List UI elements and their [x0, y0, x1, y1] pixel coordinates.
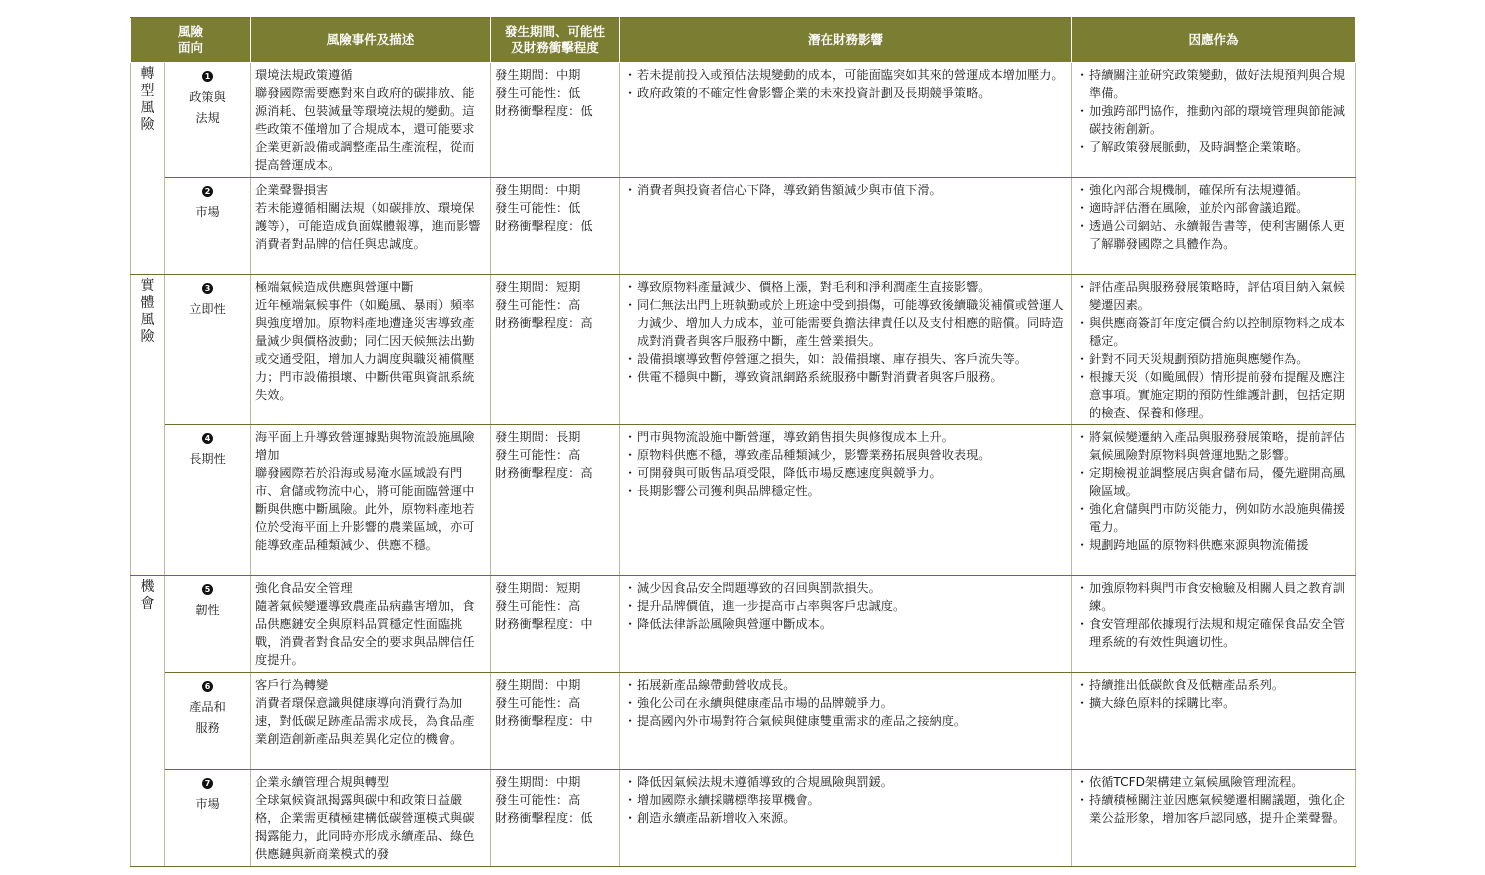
risk-desc-text: 聯發國際需要應對來自政府的碳排放、能源消耗、包裝減量等環境法規的變動。這些政策不僅增加了合規成本，還可能要求企業更新設備或調整產品生產流程，從而提高營運成本。: [255, 86, 475, 172]
impact-cell: [620, 275, 1072, 425]
header-period: 發生期間、可能性 及財務衝擊程度: [491, 18, 620, 63]
response-cell: [1072, 178, 1356, 275]
sub-category: [165, 63, 251, 178]
number-badge: 3: [202, 283, 213, 294]
period-likelihood: 發生可能性：高: [495, 793, 581, 807]
list-item: ・ 消費者與投資者信心下降，導致銷售額減少與市值下滑。: [624, 181, 1067, 199]
list-item: ・ 設備損壞導致暫停營運之損失，如：設備損壞、庫存損失、客戶流失等。: [624, 350, 1067, 368]
list-item: ・ 加強原物料與門市食安檢驗及相關人員之教育訓練。: [1076, 579, 1351, 615]
list-item: ・ 規劃跨地區的原物料供應來源與物流備援: [1076, 536, 1351, 554]
period-impact-level: 財務衝擊程度：低: [495, 811, 593, 825]
list-item: ・ 針對不同天災規劃預防措施與應變作為。: [1076, 350, 1351, 368]
table-row: [131, 63, 1356, 178]
period-cell: [491, 770, 620, 867]
period-impact-level: 財務衝擊程度：中: [495, 714, 593, 728]
sub-category-label: 市場: [195, 205, 220, 219]
risk-description: [251, 673, 491, 770]
period-likelihood: 發生可能性：低: [495, 201, 581, 215]
sub-category-label: 市場: [195, 797, 220, 811]
period-cell: [491, 275, 620, 425]
sub-category-label: 韌性: [195, 603, 220, 617]
list-item: ・ 若未提前投入或預估法規變動的成本，可能面臨突如其來的營運成本增加壓力。: [624, 66, 1067, 84]
list-item: ・ 同仁無法出門上班執勤或於上班途中受到損傷，可能導致後續職災補償或營運人力減少、增加人力成本，並可能需要負擔法律責任以及支付相應的賠償。同時造成對消費者與客戶服務中斷，產生營業損失。: [624, 296, 1067, 350]
response-cell: [1072, 770, 1356, 867]
number-badge: 7: [202, 778, 213, 789]
list-item: ・ 強化倉儲與門市防災能力，例如防水設施與備援電力。: [1076, 500, 1351, 536]
risk-description: [251, 770, 491, 867]
list-item: ・ 持續關注並研究政策變動，做好法規預判與合規準備。: [1076, 66, 1351, 102]
risk-title: 海平面上升導致營運據點與物流設施風險增加: [255, 430, 475, 462]
response-cell: [1072, 63, 1356, 178]
period-impact-level: 財務衝擊程度：低: [495, 104, 593, 118]
list-item: ・ 可開發與可販售品項受限，降低市場反應速度與競爭力。: [624, 464, 1067, 482]
header-row: [131, 18, 1356, 63]
climate-risk-table: [130, 17, 1356, 867]
period-likelihood: 發生可能性：低: [495, 86, 581, 100]
period-term: 發生期間：中期: [495, 183, 581, 197]
list-item: ・ 減少因食品安全問題導致的召回與罰款損失。: [624, 579, 1067, 597]
sub-category: [165, 770, 251, 867]
sub-category-label: 政策與 法規: [189, 90, 226, 125]
sub-category-label: 產品和 服務: [189, 700, 226, 735]
period-cell: [491, 178, 620, 275]
period-likelihood: 發生可能性：高: [495, 696, 581, 710]
table-row: [131, 425, 1356, 576]
period-term: 發生期間：短期: [495, 581, 581, 595]
impact-cell: [620, 576, 1072, 673]
impact-cell: [620, 178, 1072, 275]
list-item: ・ 長期影響公司獲利與品牌穩定性。: [624, 482, 1067, 500]
period-term: 發生期間：短期: [495, 280, 581, 294]
table-row: [131, 673, 1356, 770]
period-term: 發生期間：中期: [495, 68, 581, 82]
period-likelihood: 發生可能性：高: [495, 298, 581, 312]
list-item: ・ 依循TCFD架構建立氣候風險管理流程。: [1076, 773, 1351, 791]
list-item: ・ 透過公司網站、永續報告書等，使利害關係人更了解聯發國際之具體作為。: [1076, 217, 1351, 253]
number-badge: 1: [202, 71, 213, 82]
sub-category: [165, 673, 251, 770]
list-item: ・ 將氣候變遷納入產品與服務發展策略，提前評估氣候風險對原物料與營運地點之影響。: [1076, 428, 1351, 464]
period-cell: [491, 673, 620, 770]
list-item: ・ 供電不穩與中斷，導致資訊網路系統服務中斷對消費者與客戶服務。: [624, 368, 1067, 386]
list-item: ・ 原物料供應不穩，導致產品種類減少，影響業務拓展與營收表現。: [624, 446, 1067, 464]
risk-title: 環境法規政策遵循: [255, 68, 353, 82]
risk-desc-text: 全球氣候資訊揭露與碳中和政策日益嚴格，企業需更積極建構低碳營運模式與碳揭露能力，此同時亦形成永續產品、綠色供應鏈與新商業模式的發: [255, 793, 475, 861]
number-badge: 5: [202, 584, 213, 595]
table-row: [131, 275, 1356, 425]
sub-category: [165, 275, 251, 425]
sub-category: [165, 425, 251, 576]
risk-desc-text: 近年極端氣候事件（如颱風、暴雨）頻率與強度增加。原物料產地遭逢災害導致產量減少與價格波動；同仁因天候無法出勤或交通受阻，增加人力調度與職災補償壓力；門市設備損壞、中斷供電與資訊系統失效。: [255, 298, 475, 402]
list-item: ・ 擴大綠色原料的採購比率。: [1076, 694, 1351, 712]
period-term: 發生期間：中期: [495, 678, 581, 692]
sub-category-label: 立即性: [189, 302, 226, 316]
list-item: ・ 適時評估潛在風險，並於內部會議追蹤。: [1076, 199, 1351, 217]
list-item: ・ 導致原物料產量減少、價格上漲，對毛利和淨利潤產生直接影響。: [624, 278, 1067, 296]
risk-title: 企業永續管理合規與轉型: [255, 775, 390, 789]
risk-description: [251, 576, 491, 673]
category-opportunity: 機會: [131, 576, 165, 867]
header-response: 因應作為: [1072, 18, 1356, 63]
response-cell: [1072, 673, 1356, 770]
period-cell: [491, 576, 620, 673]
period-impact-level: 財務衝擊程度：低: [495, 219, 593, 233]
impact-cell: [620, 673, 1072, 770]
risk-desc-text: 消費者環保意識與健康導向消費行為加速，對低碳足跡產品需求成長，為食品產業創造創新產品與差異化定位的機會。: [255, 696, 475, 746]
table-row: [131, 178, 1356, 275]
list-item: ・ 持續積極關注並因應氣候變遷相關議題，強化企業公益形象，增加客戶認同感，提升企業聲譽。: [1076, 791, 1351, 827]
sub-category-label: 長期性: [189, 452, 226, 466]
table-row: [131, 576, 1356, 673]
category-physical-risk: 實體風險: [131, 275, 165, 576]
list-item: ・ 食安管理部依據現行法規和規定確保食品安全管理系統的有效性與適切性。: [1076, 615, 1351, 651]
list-item: ・ 拓展新產品線帶動營收成長。: [624, 676, 1067, 694]
period-term: 發生期間：中期: [495, 775, 581, 789]
list-item: ・ 提升品牌價值，進一步提高市占率與客戶忠誠度。: [624, 597, 1067, 615]
period-impact-level: 財務衝擊程度：高: [495, 316, 593, 330]
list-item: ・ 持續推出低碳飲食及低糖產品系列。: [1076, 676, 1351, 694]
response-cell: [1072, 576, 1356, 673]
period-cell: [491, 425, 620, 576]
risk-title: 客戶行為轉變: [255, 678, 329, 692]
period-cell: [491, 63, 620, 178]
header-risk-type: 風險 面向: [131, 18, 251, 63]
list-item: ・ 降低法律訴訟風險與營運中斷成本。: [624, 615, 1067, 633]
risk-description: [251, 178, 491, 275]
risk-description: [251, 275, 491, 425]
header-financial-impact: 潛在財務影響: [620, 18, 1072, 63]
risk-desc-text: 聯發國際若於沿海或易淹水區域設有門市、倉儲或物流中心，將可能面臨營運中斷與供應中斷風險。此外，原物料產地若位於受海平面上升影響的農業區域，亦可能導致產品種類減少、供應不穩。: [255, 466, 475, 552]
list-item: ・ 強化公司在永續與健康產品市場的品牌競爭力。: [624, 694, 1067, 712]
period-impact-level: 財務衝擊程度：中: [495, 617, 593, 631]
risk-description: [251, 425, 491, 576]
category-transition-risk: 轉型風險: [131, 63, 165, 275]
period-impact-level: 財務衝擊程度：高: [495, 466, 593, 480]
list-item: ・ 增加國際永續採購標準接單機會。: [624, 791, 1067, 809]
impact-cell: [620, 63, 1072, 178]
number-badge: 2: [202, 186, 213, 197]
risk-title: 企業聲譽損害: [255, 183, 329, 197]
period-term: 發生期間：長期: [495, 430, 581, 444]
list-item: ・ 強化內部合規機制，確保所有法規遵循。: [1076, 181, 1351, 199]
impact-cell: [620, 425, 1072, 576]
response-cell: [1072, 275, 1356, 425]
risk-description: [251, 63, 491, 178]
sub-category: [165, 178, 251, 275]
list-item: ・ 創造永續產品新增收入來源。: [624, 809, 1067, 827]
list-item: ・ 了解政策發展脈動，及時調整企業策略。: [1076, 138, 1351, 156]
header-risk-event: 風險事件及描述: [251, 18, 491, 63]
period-likelihood: 發生可能性：高: [495, 599, 581, 613]
response-cell: [1072, 425, 1356, 576]
list-item: ・ 定期檢視並調整展店與倉儲布局，優先避開高風險區域。: [1076, 464, 1351, 500]
number-badge: 4: [202, 433, 213, 444]
list-item: ・ 與供應商簽訂年度定價合約以控制原物料之成本穩定。: [1076, 314, 1351, 350]
list-item: ・ 評估產品與服務發展策略時，評估項目納入氣候變遷因素。: [1076, 278, 1351, 314]
period-likelihood: 發生可能性：高: [495, 448, 581, 462]
risk-desc-text: 隨著氣候變遷導致農產品病蟲害增加，食品供應鏈安全與原料品質穩定性面臨挑戰，消費者對食品安全的要求與品牌信任度提升。: [255, 599, 475, 667]
table-row: [131, 770, 1356, 867]
sub-category: [165, 576, 251, 673]
risk-desc-text: 若未能遵循相關法規（如碳排放、環境保護等），可能造成負面媒體報導，進而影響消費者對品牌的信任與忠誠度。: [255, 201, 481, 251]
list-item: ・ 降低因氣候法規未遵循導致的合規風險與罰鍰。: [624, 773, 1067, 791]
list-item: ・ 政府政策的不確定性會影響企業的未來投資計劃及長期競爭策略。: [624, 84, 1067, 102]
number-badge: 6: [202, 681, 213, 692]
risk-title: 極端氣候造成供應與營運中斷: [255, 280, 414, 294]
list-item: ・ 根據天災（如颱風假）情形提前發布提醒及應注意事項。實施定期的預防性維護計劃，包括定期的檢查、保養和修理。: [1076, 368, 1351, 422]
risk-title: 強化食品安全管理: [255, 581, 353, 595]
list-item: ・ 加強跨部門協作，推動內部的環境管理與節能減碳技術創新。: [1076, 102, 1351, 138]
impact-cell: [620, 770, 1072, 867]
list-item: ・ 門市與物流設施中斷營運，導致銷售損失與修復成本上升。: [624, 428, 1067, 446]
list-item: ・ 提高國內外市場對符合氣候與健康雙重需求的產品之接納度。: [624, 712, 1067, 730]
